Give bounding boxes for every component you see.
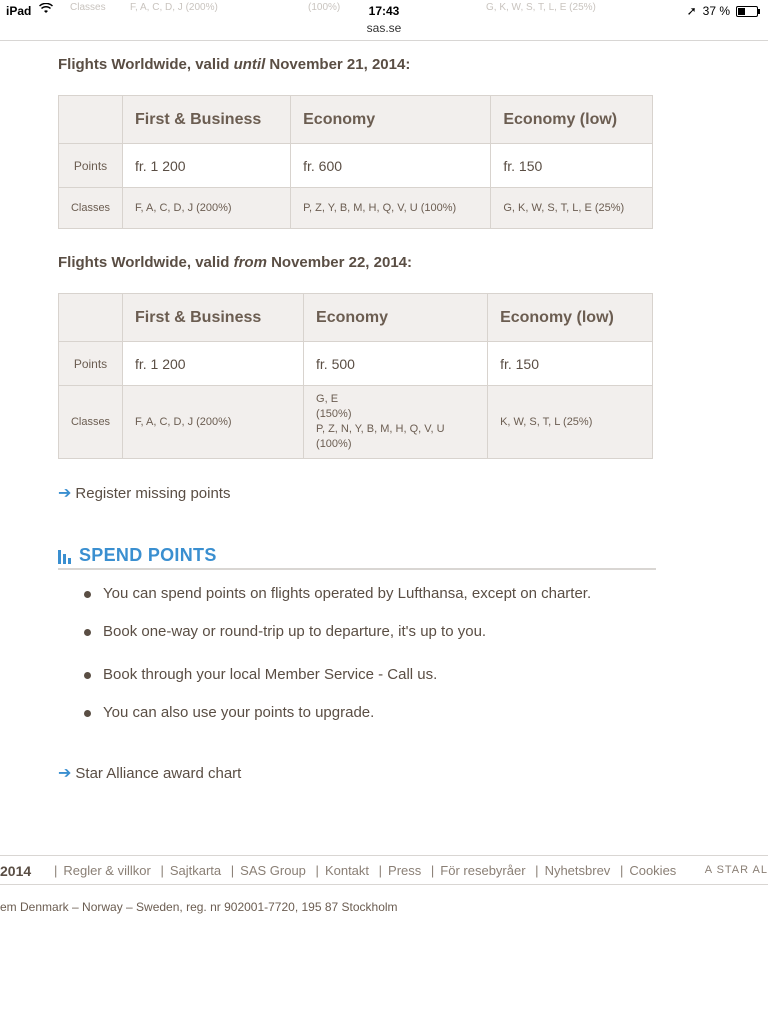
classes-first: F, A, C, D, J (200%) <box>123 188 291 229</box>
award-table-from <box>58 293 653 459</box>
points-economy: fr. 500 <box>304 342 488 386</box>
footer-link-sitemap[interactable]: Sajtkarta <box>169 863 222 878</box>
table-row-points <box>59 144 653 188</box>
list-item: You can also use your points to upgrade. <box>84 703 658 723</box>
link-label: Star Alliance award chart <box>75 764 242 782</box>
row-label-classes: Classes <box>59 188 123 229</box>
header-first: First & Business <box>123 96 291 144</box>
footer-link-press[interactable]: Press <box>388 863 422 878</box>
footer-links: | Regler & villkor | Sajtkarta | SAS Group | Kontakt | Press | För resebyråer | Nyhetsbrev | Cookies <box>54 863 677 878</box>
list-item: Book through your local Member Service - Call us. <box>84 665 658 685</box>
classes-line: G, E <box>316 393 339 405</box>
points-economy-low: fr. 150 <box>491 144 653 188</box>
spend-list <box>58 584 658 723</box>
header-economy: Economy <box>304 294 488 342</box>
bleed-text: (100%) <box>308 2 341 13</box>
list-item: Book one-way or round-trip up to departure, it's up to you. <box>84 622 658 642</box>
bleed-text: Classes <box>70 2 106 13</box>
header-blank <box>59 96 123 144</box>
header-blank <box>59 294 123 342</box>
list-item: You can spend points on flights operated by Lufthansa, except on charter. <box>84 584 658 604</box>
section-title-from: Flights Worldwide, valid from November 22, 2014: <box>58 254 412 271</box>
award-chart-link[interactable] <box>58 763 658 783</box>
battery-percent: 37 % <box>702 4 730 18</box>
footer-link-cookies[interactable]: Cookies <box>629 863 677 878</box>
arrow-right-icon: ➔ <box>58 485 72 502</box>
header-economy-low: Economy (low) <box>491 96 653 144</box>
link-label: Register missing points <box>75 484 231 502</box>
classes-line: (100%) <box>316 438 352 450</box>
table-row-points <box>59 342 653 386</box>
star-alliance-logo[interactable]: A STAR AL <box>704 864 768 876</box>
classes-first: F, A, C, D, J (200%) <box>123 386 304 459</box>
header-economy-low: Economy (low) <box>488 294 653 342</box>
classes-economy-low: K, W, S, T, L (25%) <box>488 386 653 459</box>
classes-economy <box>304 386 488 459</box>
copyright-year: 2014 <box>0 863 32 879</box>
classes-economy-low: G, K, W, S, T, L, E (25%) <box>491 188 653 229</box>
bleed-text: F, A, C, D, J (200%) <box>130 2 218 13</box>
footer-link-newsletter[interactable]: Nyhetsbrev <box>544 863 611 878</box>
table-row-classes <box>59 386 653 459</box>
classes-line: P, Z, N, Y, B, M, H, Q, V, U <box>316 423 445 435</box>
register-missing-points-link[interactable] <box>58 483 658 503</box>
award-table-until <box>58 95 653 229</box>
row-label-classes: Classes <box>59 386 123 459</box>
table-header-row <box>59 96 653 144</box>
device-label: iPad <box>6 4 32 18</box>
footer-link-sas-group[interactable]: SAS Group <box>240 863 306 878</box>
section-title-until: Flights Worldwide, valid until November 21, 2014: <box>58 56 411 73</box>
bar-chart-icon <box>58 548 71 564</box>
spend-points-heading <box>58 545 656 570</box>
row-label-points: Points <box>59 342 123 386</box>
classes-economy: P, Z, Y, B, M, H, Q, V, U (100%) <box>291 188 491 229</box>
points-economy: fr. 600 <box>291 144 491 188</box>
footer <box>0 855 768 885</box>
main-content <box>58 56 658 783</box>
row-label-points: Points <box>59 144 123 188</box>
classes-line: (150%) <box>316 408 352 420</box>
legal-text: em Denmark – Norway – Sweden, reg. nr 902001-7720, 195 87 Stockholm <box>0 900 398 914</box>
footer-link-travel-agents[interactable]: För resebyråer <box>440 863 526 878</box>
footer-link-terms[interactable]: Regler & villkor <box>63 863 151 878</box>
status-right <box>687 4 758 18</box>
battery-icon <box>736 6 758 17</box>
status-bar <box>0 0 768 41</box>
arrow-right-icon: ➔ <box>58 765 72 782</box>
table-row-classes <box>59 188 653 229</box>
points-economy-low: fr. 150 <box>488 342 653 386</box>
clock: 17:43 <box>368 4 400 18</box>
spend-title: SPEND POINTS <box>79 545 217 565</box>
points-first: fr. 1 200 <box>123 342 304 386</box>
points-first: fr. 1 200 <box>123 144 291 188</box>
header-first: First & Business <box>123 294 304 342</box>
url-label[interactable]: sas.se <box>366 21 402 35</box>
location-icon: ➚ <box>686 4 697 18</box>
bleed-text: G, K, W, S, T, L, E (25%) <box>486 2 596 13</box>
table-header-row <box>59 294 653 342</box>
header-economy: Economy <box>291 96 491 144</box>
footer-link-contact[interactable]: Kontakt <box>324 863 370 878</box>
